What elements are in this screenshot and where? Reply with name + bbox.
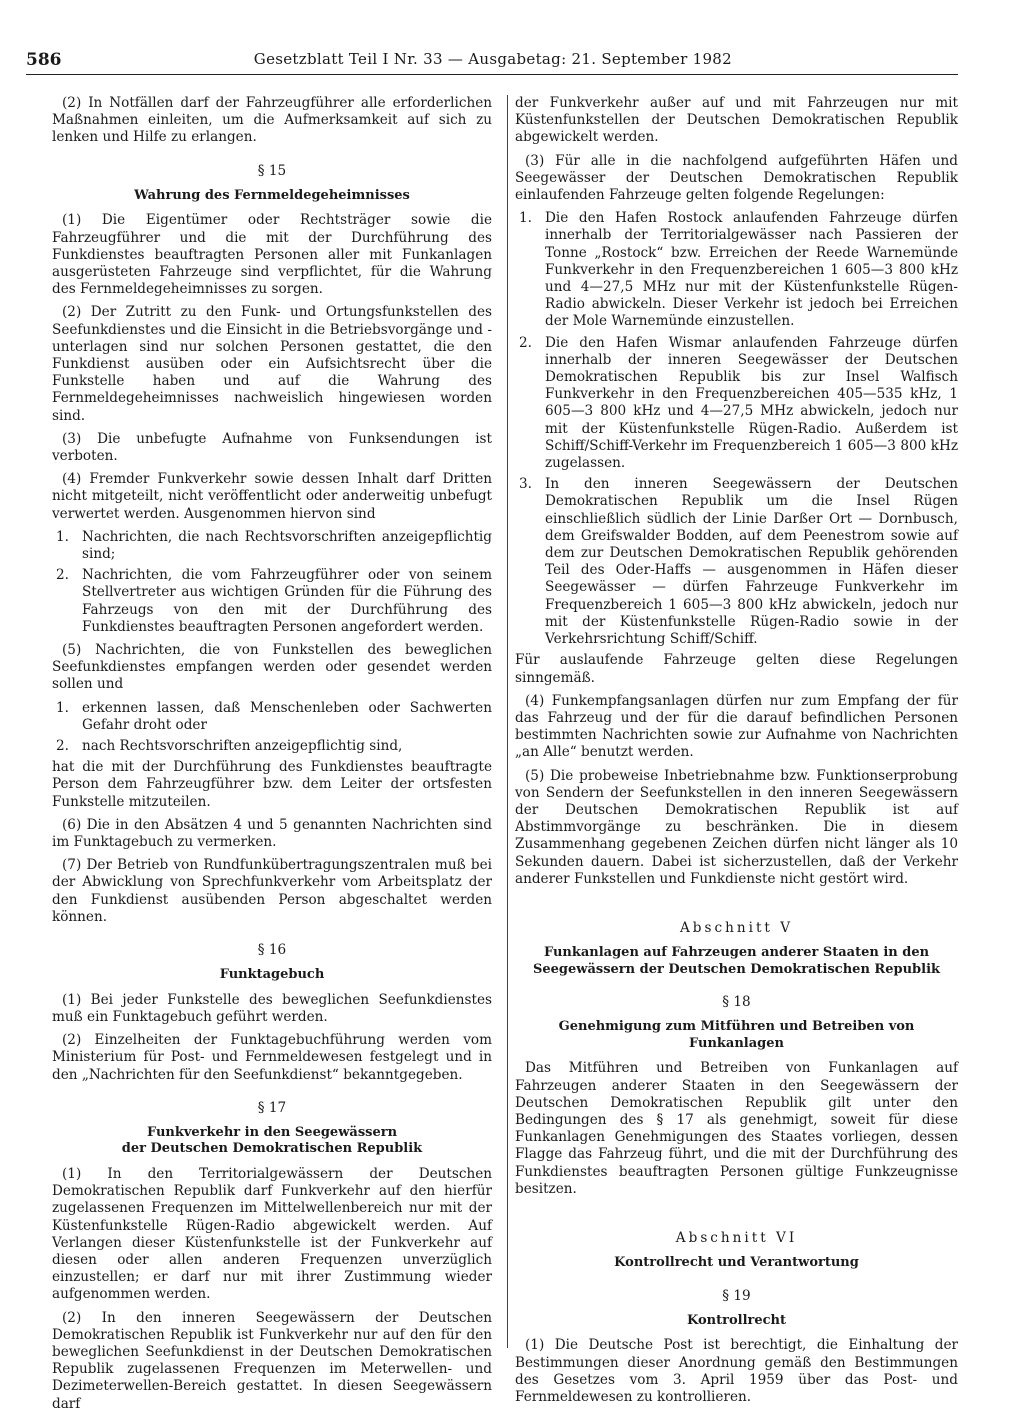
column-divider xyxy=(507,95,508,1348)
list-item xyxy=(515,335,958,473)
list-item-text: Nachrichten, die nach Rechtsvorschriften anzeigepflichtig sind; xyxy=(82,528,492,562)
list-item-number: 2. xyxy=(56,738,69,754)
list-item-text: Die den Hafen Rostock anlaufenden Fahrzeuge dürfen innerhalb der Territorialgewässer nach Passieren der Tonne „Rostock“ bzw. Erreichen der Reede Warnemünde Funkverkehr in den Frequenzbereichen 1 605—3 800 kHz und 4—27,5 MHz nur mit der Küstenfunkstelle Rügen-Radio abwickeln. Dieser Verkehr ist jedoch bei Erreichen der Mole Warnemünde einzustellen. xyxy=(545,210,958,330)
list-item xyxy=(52,738,492,755)
paragraph: (6) Die in den Absätzen 4 und 5 genannten Nachrichten sind im Funktagebuch zu vermerken. xyxy=(52,816,492,851)
paragraph: (2) Einzelheiten der Funktagebuchführung werden vom Ministerium für Post- und Fernmeldewesen festgelegt und in den „Nachrichten für den Seefunkdienst“ bekanntgegeben. xyxy=(52,1032,492,1083)
section-title: Funktagebuch xyxy=(219,967,325,983)
chapter-title-line: Funkanlagen auf Fahrzeugen anderer Staaten in den xyxy=(543,945,930,961)
list-item-text: Nachrichten, die vom Fahrzeugführer oder von seinem Stellvertreter aus wichtigen Gründen für die Führung des Fahrzeugs von den mit der Durchführung des Funkdienstes beauftragten Personen angefordert werden. xyxy=(82,567,492,635)
section-title xyxy=(52,1125,492,1158)
list-item xyxy=(515,210,958,330)
left-column xyxy=(52,95,492,1419)
paragraph: (2) Der Zutritt zu den Funk- und Ortungsfunkstellen des Seefunkdienstes und die Einsicht in die Betriebsvorgänge und -unterlagen sind nur solchen Personen gestattet, die den Funkdienst ausüben oder ein Aufsichtsrecht über die Funkstelle haben und auf die Wahrung des Fernmeldegeheimnisses nachweislich hingewiesen worden sind. xyxy=(52,304,492,424)
section-title xyxy=(515,1019,958,1052)
list-item xyxy=(52,567,492,636)
paragraph: (2) In Notfällen darf der Fahrzeugführer alle erforderlichen Maßnahmen einleiten, um die Aufmerksamkeit auf sich zu lenken und Hilfe zu erlangen. xyxy=(52,95,492,146)
paragraph: hat die mit der Durchführung des Funkdienstes beauftragte Person dem Fahrzeugführer bzw. dem Leiter der ortsfesten Funkstelle mitzuteilen. xyxy=(52,759,492,810)
paragraph: (5) Nachrichten, die von Funkstellen des beweglichen Seefunkdienstes empfangen werden oder gesendet werden sollen und xyxy=(52,641,492,693)
section-number: § 16 xyxy=(257,942,287,959)
chapter-label: Abschnitt V xyxy=(679,919,794,936)
paragraph: (1) In den Territorialgewässern der Deutschen Demokratischen Republik darf Funkverkehr auf den hierfür zugelassenen Frequenzen im Mittelwellenbereich nur mit der Küstenfunkstelle Rügen-Radio abgewickelt werden. Auf Verlangen dieser Küstenfunkstelle ist der Funkverkehr auf diesen oder allen anderen Frequenzen unverzüglich einzustellen; er darf nur mit ihrer Zustimmung wieder aufgenommen werden. xyxy=(52,1165,492,1303)
page-header-title: Gesetzblatt Teil I Nr. 33 — Ausgabetag: 21. September 1982 xyxy=(253,50,732,68)
paragraph: (4) Funkempfangsanlagen dürfen nur zum Empfang der für das Fahrzeug und der für die darauf befindlichen Personen bestimmten Nachrichten sowie zur Aufnahme von Nachrichten „an Alle“ benutzt werden. xyxy=(515,692,958,761)
paragraph: (1) Bei jeder Funkstelle des beweglichen Seefunkdienstes muß ein Funktagebuch geführt werden. xyxy=(52,991,492,1025)
list-item-number: 1. xyxy=(56,699,69,716)
section-title: Kontrollrecht xyxy=(686,1312,787,1328)
list-item-number: 1. xyxy=(56,528,69,545)
section-title: Wahrung des Fernmeldegeheimnisses xyxy=(134,187,410,203)
section-number: § 15 xyxy=(257,162,287,179)
section-title-line: der Deutschen Demokratischen Republik xyxy=(121,1141,423,1157)
section-number: § 17 xyxy=(257,1099,287,1116)
paragraph: Das Mitführen und Betreiben von Funkanlagen auf Fahrzeugen anderer Staaten in den Seegewässern der Deutschen Demokratischen Republik gilt unter den Bedingungen des § 17 als genehmigt, soweit für diese Funkanlagen Genehmigungen des Staates vorliegen, dessen Flagge das Fahrzeug führt, und die mit der Durchführung des Funkdienstes beauftragten Personen gültige Funkzeugnisse besitzen. xyxy=(515,1060,958,1197)
list-item-number: 1. xyxy=(519,210,532,227)
list-item-number: 3. xyxy=(519,476,532,493)
paragraph: (2) In den inneren Seegewässern der Deutschen Demokratischen Republik ist Funkverkehr nur auf den für den beweglichen Seefunkdienst in der Deutschen Demokratischen Republik zugelassenen Frequenzen im Meterwellen- und Dezimeterwellen-Bereich gestattet. In diesen Seegewässern darf xyxy=(52,1309,492,1412)
paragraph: Für auslaufende Fahrzeuge gelten diese Regelungen sinngemäß. xyxy=(515,652,958,686)
paragraph: (5) Die probeweise Inbetriebnahme bzw. Funktionserprobung von Sendern der Seefunkstellen in den inneren Seegewässern der Deutschen Demokratischen Republik ist auf Abstimmvorgänge zu beschränken. Die in diesem Zusammenhang gegebenen Zeichen dürfen nicht länger als 10 Sekunden dauern. Dabei ist sicherzustellen, daß der Verkehr anderer Funkstellen und Funkdienste nicht gestört wird. xyxy=(515,767,958,887)
paragraph: (7) Der Betrieb von Rundfunkübertragungszentralen muß bei der Abwicklung von Sprechfunkverkehr vom Arbeitsplatz der den Funkdienst ausübenden Person abgeschaltet werden können. xyxy=(52,857,492,925)
section-number: § 19 xyxy=(722,1287,751,1304)
chapter-title: Kontrollrecht und Verantwortung xyxy=(614,1255,859,1271)
section-title-line: Funkverkehr in den Seegewässern xyxy=(146,1124,398,1140)
section-number: § 18 xyxy=(722,994,751,1011)
list-item-text: Die den Hafen Wismar anlaufenden Fahrzeuge dürfen innerhalb der inneren Seegewässer der Deutschen Demokratischen Republik bis zur Insel Walfisch Funkverkehr in den Frequenzbereichen 405—535 kHz, 1 605—3 800 kHz und 4—27,5 MHz abwickeln, jedoch nur mit der Küstenfunkstelle Rügen-Radio. Außerdem ist Schiff/Schiff-Verkehr im Frequenzbereich 1 605—3 800 kHz zugelassen. xyxy=(545,334,958,472)
list-item-text: erkennen lassen, daß Menschenleben oder Sachwerten Gefahr droht oder xyxy=(82,699,492,733)
list-item-text: nach Rechtsvorschriften anzeigepflichtig sind, xyxy=(82,738,403,754)
list-item-number: 2. xyxy=(519,334,532,351)
list-item xyxy=(52,700,492,734)
paragraph: (1) Die Deutsche Post ist berechtigt, die Einhaltung der Bestimmungen dieser Anordnung gemäß den Bestimmungen des Gesetzes vom 3. April 1959 über das Post- und Fernmeldewesen zu kontrollieren. xyxy=(515,1337,958,1405)
right-column xyxy=(515,95,958,1412)
chapter-label: Abschnitt VI xyxy=(675,1229,798,1246)
section-title-line: Genehmigung zum Mitführen und Betreiben von xyxy=(558,1019,915,1035)
paragraph: der Funkverkehr außer auf und mit Fahrzeugen nur mit Küstenfunkstellen der Deutschen Demokratischen Republik abgewickelt werden. xyxy=(515,95,958,146)
list-item xyxy=(52,529,492,563)
chapter-title-line: Seegewässern der Deutschen Demokratischen Republik xyxy=(532,961,941,977)
paragraph: (3) Die unbefugte Aufnahme von Funksendungen ist verboten. xyxy=(52,430,492,464)
page-number: 586 xyxy=(26,50,62,70)
header-rule xyxy=(26,74,958,75)
section-title-line: Funkanlagen xyxy=(689,1035,784,1051)
paragraph: (3) Für alle in die nachfolgend aufgeführten Häfen und Seegewässer der Deutschen Demokratischen Republik einlaufenden Fahrzeuge gelten folgende Regelungen: xyxy=(515,152,958,204)
list-item-number: 2. xyxy=(56,567,69,584)
paragraph: (1) Die Eigentümer oder Rechtsträger sowie die Fahrzeugführer und die mit der Durchführung des Funkdienstes beauftragten Personen aller mit Funkanlagen ausgerüsteten Fahrzeuge sind verpflichtet, für die Wahrung des Fernmeldegeheimnisses zu sorgen. xyxy=(52,212,492,298)
paragraph: (4) Fremder Funkverkehr sowie dessen Inhalt darf Dritten nicht mitgeteilt, nicht veröffentlicht oder anderweitig unbefugt verwertet werden. Ausgenommen hiervon sind xyxy=(52,471,492,522)
list-item xyxy=(515,476,958,648)
page-header xyxy=(26,44,732,74)
chapter-title xyxy=(515,945,958,978)
list-item-text: In den inneren Seegewässern der Deutschen Demokratischen Republik um die Insel Rügen einschließlich südlich der Linie Darßer Ort — Dornbusch, dem Greifswalder Bodden, auf dem Peenestrom sowie auf dem zur Deutschen Demokratischen Republik gehörenden Teil des Oder-Haffs — ausgenommen in Häfen dieser Seegewässer — dürfen Fahrzeuge Funkverkehr im Frequenzbereich 1 605—3 800 kHz abwickeln, jedoch nur mit der Küstenfunkstelle Rügen-Radio sowie in der Verkehrsrichtung Schiff/Schiff. xyxy=(545,476,958,648)
